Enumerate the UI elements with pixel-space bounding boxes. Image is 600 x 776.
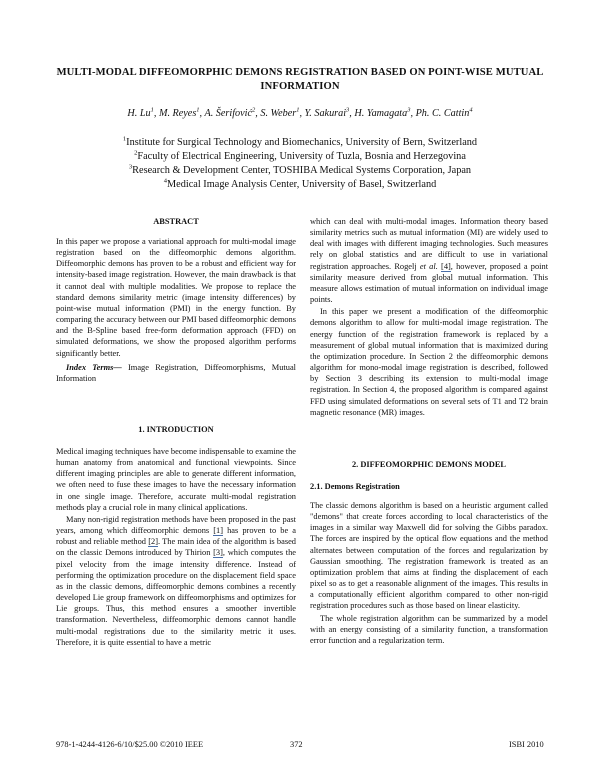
- section-2-body: [310, 500, 548, 646]
- abstract-body: [56, 236, 296, 384]
- right-column-intro: [310, 216, 548, 418]
- page-number: 372: [290, 740, 303, 749]
- index-terms: Index Terms— Image Registration, Diffeomorphisms, Mutual Information: [56, 362, 296, 383]
- paper-title: MULTI-MODAL DIFFEOMORPHIC DEMONS REGISTRATION BASED ON POINT-WISE MUTUAL INFORMATION: [56, 67, 544, 92]
- abstract-heading: ABSTRACT: [153, 217, 199, 226]
- affiliation: $^1$Institute for Surgical Technology and Biomechanics, University of Bern, Switzerland: [122, 135, 478, 148]
- author: Y. Sakurai: [304, 108, 347, 119]
- citation-link[interactable]: [1]: [213, 526, 224, 536]
- introduction-heading: 1. INTRODUCTION: [138, 425, 214, 434]
- author: Ph. C. Cattin: [415, 108, 470, 119]
- section-paragraph: The classic demons algorithm is based on a heuristic argument called "demons" that create forces according to local characteristics of the images in a similar way Maxwell did for solving the Gibbs paradox. The forces are inspired by the optical flow equations and the method alternates between computation of the forces and regularization by Gaussian smoothing. The registration framework is treated as an optimization problem that aims at finding the displacement of each pixel so as to get a reasonable alignment of the images. This results in a computationally efficient algorithm compared to other non-rigid registration procedures such as those based on linear elasticity.: [310, 501, 548, 611]
- citation-link[interactable]: [2]: [148, 537, 158, 547]
- affiliation: $^2$Faculty of Electrical Engineering, University of Tuzla, Bosnia and Herzegovina: [134, 149, 466, 162]
- affiliation: $^4$Medical Image Analysis Center, University of Basel, Switzerland: [163, 177, 437, 190]
- intro-paragraph: Medical imaging techniques have become indispensable to examine the human anatomy from anatomical and functional viewpoints. Since different imaging principles are able to generate different information, we often need to fuse these images to have the necessary information in one single image. Therefore, accurate multi-modal registration methods play a crucial role in many clinical applications.: [56, 447, 297, 512]
- citation-link[interactable]: [3]: [213, 548, 223, 558]
- footer-isbn: 978-1-4244-4126-6/10/$25.00 ©2010 IEEE: [56, 740, 204, 749]
- intro-paragraph: In this paper we present a modification of the diffeomorphic demons algorithm to allow for multi-modal image registration. The energy function of the registration framework is replaced by a measurement of global mutual information that is maximized during the optimization procedure. In Section 2 the diffeomorphic demons algorithm for mono-modal image registration is described, followed by Section 3 describing its extension to multi-modal image registration. In Section 4, the proposed algorithm is compared against FFD using simulated deformations on several sets of T1 and T2 brain magnetic resonance (MR) images.: [310, 307, 548, 417]
- section-2-heading: 2. DIFFEOMORPHIC DEMONS MODEL: [351, 460, 506, 469]
- section-paragraph: The whole registration algorithm can be summarized by a model with an energy consisting of a similarity function, a transformation error function and a regularization term.: [310, 613, 548, 645]
- author: M. Reyes: [158, 108, 197, 119]
- author: A. Šerifović: [204, 108, 252, 119]
- author: H. Lu: [127, 108, 151, 119]
- author: H. Yamagata: [354, 108, 408, 119]
- intro-paragraph: Many non-rigid registration methods have been proposed in the past years, among which diffeomorphic demons [1] has proven to be a robust and reliable method [2]. The main idea of the algorithm is based on the classic Demons introduced by Thirion [3], which computes the pixel velocity from the image intensity difference. Instead of performing the optimization procedure on the displacement field space as in the classic demons, diffeomorphic demons combines a recently developed Lie group framework on diffeomorphisms and optimizes for Lie groups. Thus, this method ensures a smoother invertible transformation. Nevertheless, diffeomorphic demons cannot handle multi-modal registrations due to the similarity metric it uses. Therefore, it is quite essential to have a metric: [56, 514, 296, 647]
- footer-venue: ISBI 2010: [509, 740, 544, 749]
- citation-link[interactable]: [4]: [441, 261, 451, 271]
- abstract-text: In this paper we propose a variational approach for multi-modal image registration based on the diffeomorphic demons algorithm. Diffeomorphic demons has proven to be a robust and efficient way for intensity-based image registration. However, the main drawback is that it cannot deal with multiple modalities. We propose to replace the standard demons similarity metric (image intensity differences) by point-wise mutual information (PMI) in the energy function. By comparing the accuracy between our PMI based diffeomorphic demons and the B-Spline based free-form deformation approach (FFD) on simulated deformations, we show the proposed algorithm performs significantly better.: [56, 237, 296, 358]
- intro-paragraph: which can deal with multi-modal images. Information theory based similarity metrics such as mutual information (MI) are widely used to deal with images with different imaging technologies. Such measures rely on global statistics and are difficult to use in variational registration approaches. Rogelj et al. [4], however, proposed a point similarity measure derived from global mutual information. This measure allows estimation of mutual information on individual image points.: [310, 217, 549, 305]
- author-list: H. Lu$^1$, M. Reyes$^1$, A. Šerifović$^2$, S. Weber$^1$, Y. Sakurai$^3$, H. Yamagata$^3$, Ph. C. Cattin$^4$: [127, 106, 473, 119]
- affiliation: $^3$Research & Development Center, TOSHIBA Medical Systems Corporation, Japan: [128, 163, 472, 176]
- introduction-body: [56, 446, 296, 648]
- author: S. Weber: [260, 108, 297, 119]
- subsection-heading: 2.1. Demons Registration: [310, 482, 400, 491]
